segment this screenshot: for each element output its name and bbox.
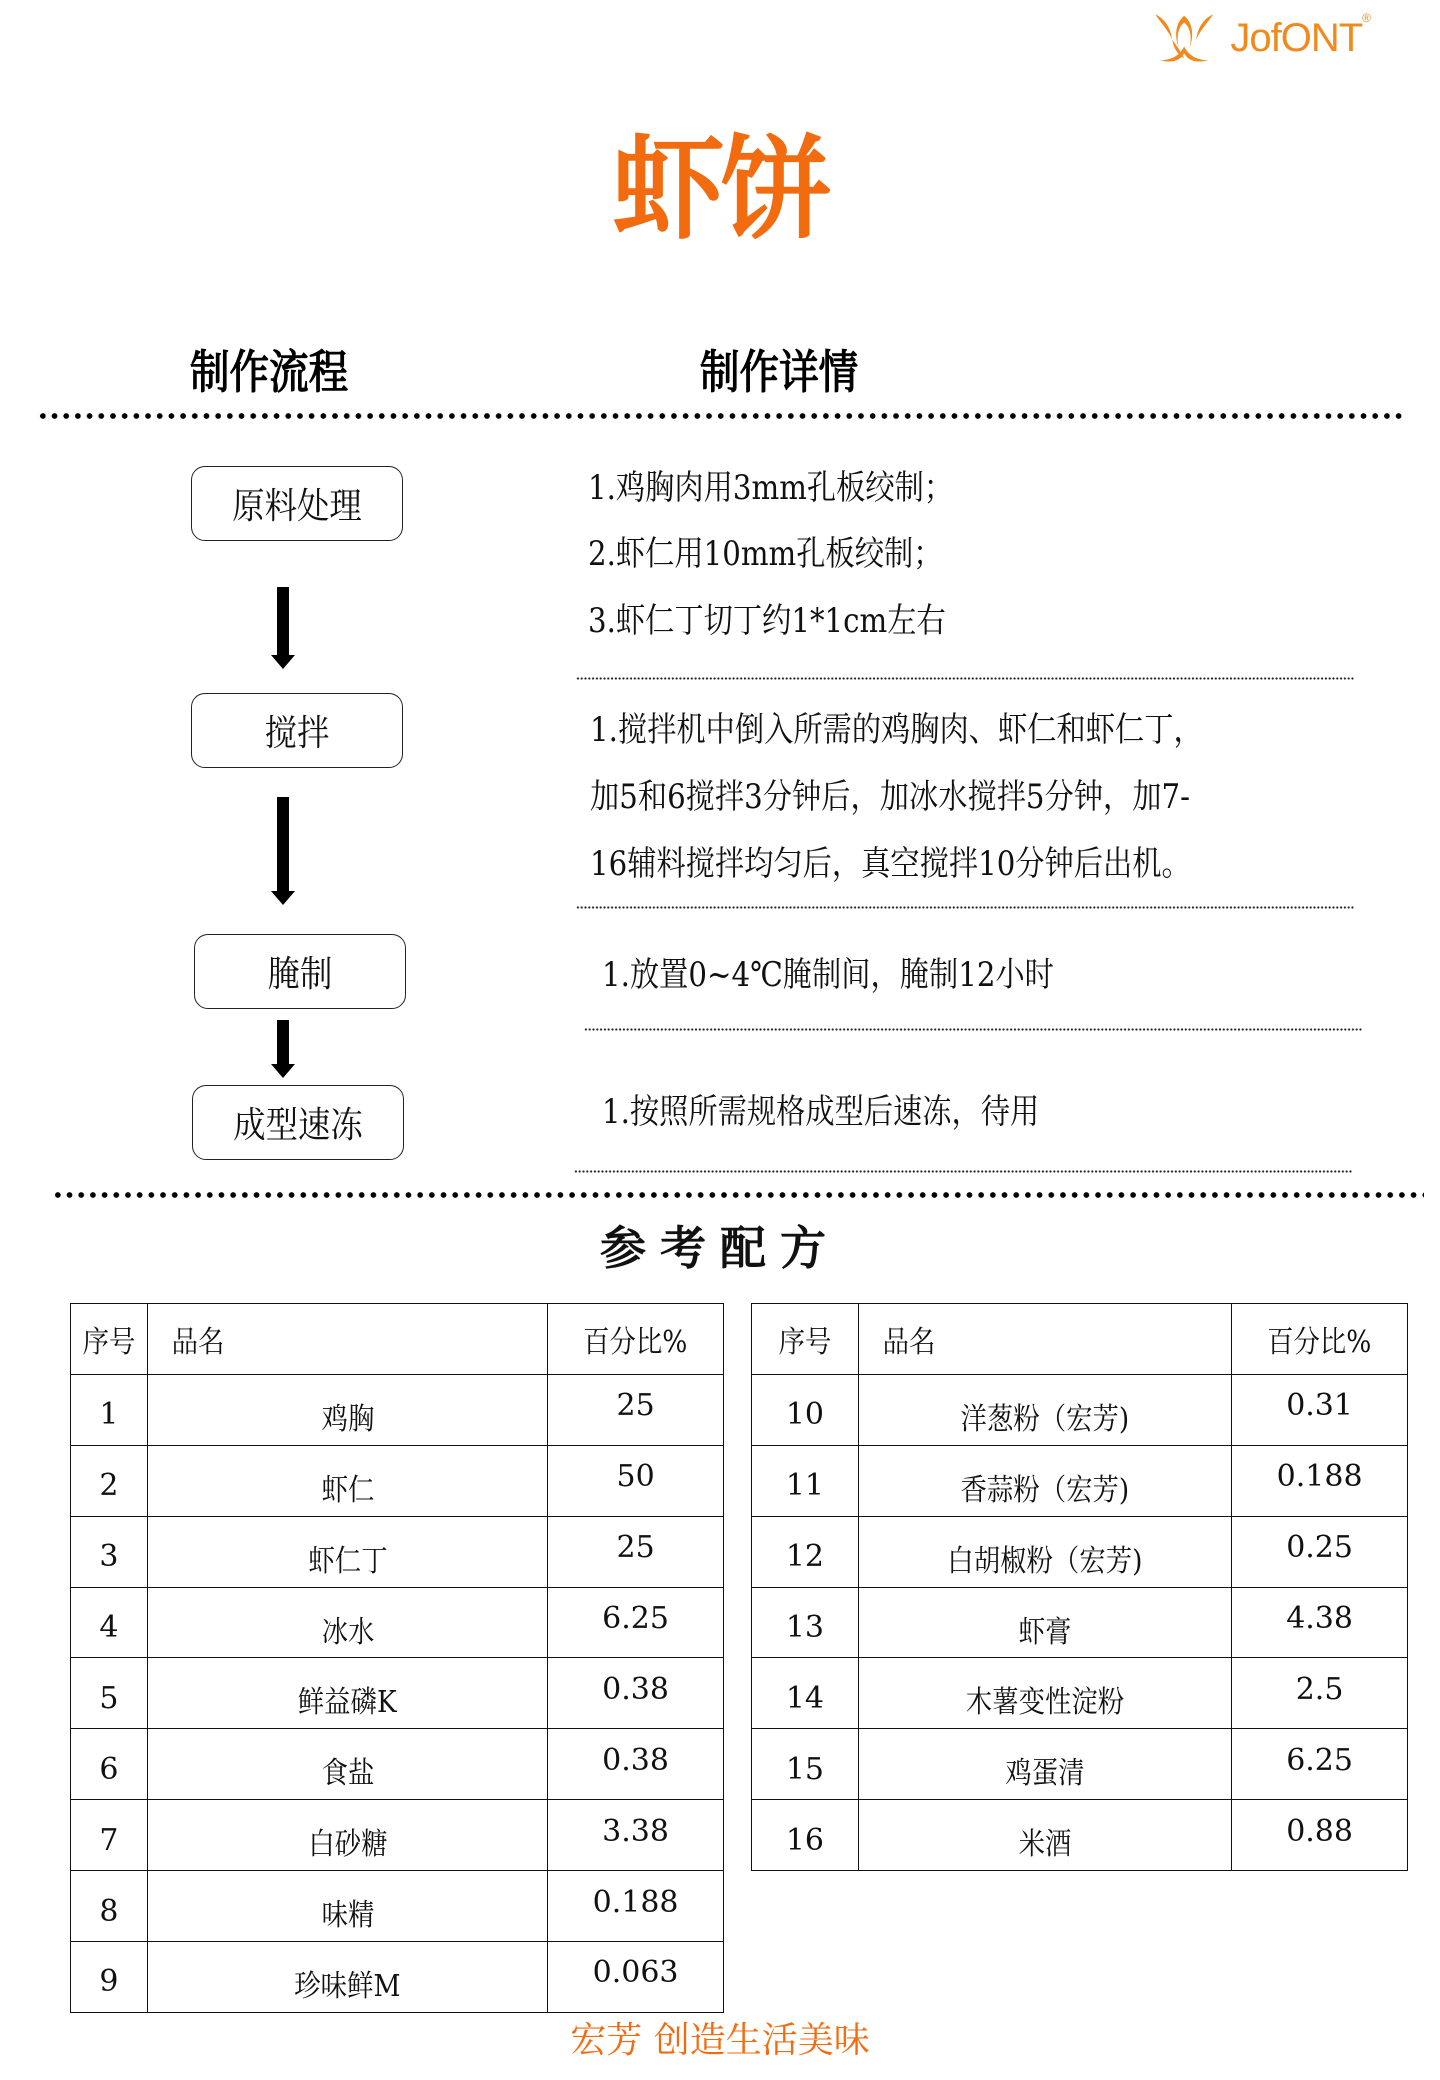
table-row: 16 米酒 0.88 bbox=[752, 1800, 1408, 1871]
table-row: 6 食盐 0.38 bbox=[71, 1729, 724, 1800]
section-divider bbox=[52, 1191, 1424, 1199]
ingredient-name: 鸡胸 bbox=[147, 1374, 547, 1445]
step1-detail-1: 1.鸡胸肉用3mm孔板绞制； bbox=[588, 468, 954, 508]
table-row: 1 鸡胸 25 bbox=[71, 1374, 724, 1445]
col-header-name: 品名 bbox=[147, 1304, 547, 1375]
ingredient-pct: 4.38 bbox=[1232, 1587, 1408, 1658]
ingredient-name: 鲜益磷K bbox=[147, 1658, 547, 1729]
page-title: 虾饼 bbox=[612, 124, 828, 255]
ingredient-pct: 6.25 bbox=[1232, 1729, 1408, 1800]
ingredient-pct: 0.38 bbox=[548, 1729, 724, 1800]
ingredient-name: 鸡蛋清 bbox=[858, 1729, 1231, 1800]
step-box-marinating: 腌制 bbox=[194, 934, 406, 1009]
tulip-logo-icon bbox=[1150, 6, 1218, 70]
ingredient-name: 虾膏 bbox=[858, 1587, 1231, 1658]
step3-detail-1: 1.放置0~4℃腌制间，腌制12小时 bbox=[602, 955, 1054, 995]
brand-name: JofONT® bbox=[1230, 11, 1370, 60]
step-box-forming-freezing: 成型速冻 bbox=[192, 1085, 404, 1160]
ingredient-name: 香蒜粉（宏芳) bbox=[858, 1445, 1231, 1516]
ingredient-pct: 25 bbox=[548, 1374, 724, 1445]
ingredient-pct: 0.063 bbox=[548, 1942, 724, 2013]
ingredient-name: 米酒 bbox=[858, 1800, 1231, 1871]
step2-detail-1: 1.搅拌机中倒入所需的鸡胸肉、虾仁和虾仁丁， bbox=[590, 710, 1203, 750]
table-row: 11 香蒜粉（宏芳) 0.188 bbox=[752, 1445, 1408, 1516]
ingredient-name: 味精 bbox=[147, 1871, 547, 1942]
ingredient-name: 食盐 bbox=[147, 1729, 547, 1800]
formula-table-right bbox=[751, 1303, 1408, 1871]
process-heading: 制作流程 bbox=[190, 345, 349, 399]
formula-title: 参考配方 bbox=[600, 1221, 840, 1275]
detail-divider bbox=[576, 906, 1354, 909]
table-row: 4 冰水 6.25 bbox=[71, 1587, 724, 1658]
table-row: 2 虾仁 50 bbox=[71, 1445, 724, 1516]
ingredient-name: 冰水 bbox=[147, 1587, 547, 1658]
ingredient-pct: 0.31 bbox=[1232, 1374, 1408, 1445]
detail-divider bbox=[584, 1028, 1362, 1031]
ingredient-pct: 2.5 bbox=[1232, 1658, 1408, 1729]
arrow-down-icon bbox=[271, 587, 295, 669]
step4-detail-1: 1.按照所需规格成型后速冻，待用 bbox=[602, 1092, 1040, 1132]
footer-slogan: 宏芳 创造生活美味 bbox=[570, 2020, 870, 2061]
table-row: 8 味精 0.188 bbox=[71, 1871, 724, 1942]
ingredient-pct: 0.38 bbox=[548, 1658, 724, 1729]
col-header-pct: 百分比% bbox=[548, 1304, 724, 1375]
ingredient-pct: 0.188 bbox=[1232, 1445, 1408, 1516]
step2-detail-2: 加5和6搅拌3分钟后，加冰水搅拌5分钟，加7- bbox=[590, 777, 1190, 817]
table-row: 14 木薯变性淀粉 2.5 bbox=[752, 1658, 1408, 1729]
step1-detail-3: 3.虾仁丁切丁约1*1cm左右 bbox=[588, 601, 946, 641]
step1-detail-2: 2.虾仁用10mm孔板绞制； bbox=[588, 534, 943, 574]
table-row: 12 白胡椒粉（宏芳) 0.25 bbox=[752, 1516, 1408, 1587]
detail-divider bbox=[574, 1170, 1352, 1173]
ingredient-pct: 6.25 bbox=[548, 1587, 724, 1658]
step-box-raw-material: 原料处理 bbox=[191, 466, 403, 541]
ingredient-name: 木薯变性淀粉 bbox=[858, 1658, 1231, 1729]
col-header-no: 序号 bbox=[752, 1304, 859, 1375]
table-row: 5 鲜益磷K 0.38 bbox=[71, 1658, 724, 1729]
col-header-pct: 百分比% bbox=[1232, 1304, 1408, 1375]
detail-divider bbox=[576, 677, 1354, 680]
step-box-mixing: 搅拌 bbox=[191, 693, 403, 768]
ingredient-name: 珍味鲜M bbox=[147, 1942, 547, 2013]
formula-table-left bbox=[70, 1303, 724, 2013]
col-header-name: 品名 bbox=[858, 1304, 1231, 1375]
step2-detail-3: 16辅料搅拌均匀后，真空搅拌10分钟后出机。 bbox=[590, 844, 1191, 884]
table-row: 3 虾仁丁 25 bbox=[71, 1516, 724, 1587]
details-heading: 制作详情 bbox=[700, 345, 859, 399]
ingredient-name: 虾仁 bbox=[147, 1445, 547, 1516]
ingredient-pct: 50 bbox=[548, 1445, 724, 1516]
table-header-row bbox=[71, 1304, 724, 1375]
table-row: 13 虾膏 4.38 bbox=[752, 1587, 1408, 1658]
arrow-down-icon bbox=[271, 797, 295, 905]
section-divider bbox=[37, 412, 1405, 420]
col-header-no: 序号 bbox=[71, 1304, 148, 1375]
ingredient-pct: 0.188 bbox=[548, 1871, 724, 1942]
ingredient-pct: 25 bbox=[548, 1516, 724, 1587]
ingredient-pct: 3.38 bbox=[548, 1800, 724, 1871]
ingredient-name: 洋葱粉（宏芳) bbox=[858, 1374, 1231, 1445]
brand-logo bbox=[1150, 6, 1370, 70]
ingredient-name: 虾仁丁 bbox=[147, 1516, 547, 1587]
ingredient-pct: 0.88 bbox=[1232, 1800, 1408, 1871]
table-header-row bbox=[752, 1304, 1408, 1375]
table-row: 7 白砂糖 3.38 bbox=[71, 1800, 724, 1871]
ingredient-pct: 0.25 bbox=[1232, 1516, 1408, 1587]
table-row: 10 洋葱粉（宏芳) 0.31 bbox=[752, 1374, 1408, 1445]
table-row: 15 鸡蛋清 6.25 bbox=[752, 1729, 1408, 1800]
ingredient-name: 白砂糖 bbox=[147, 1800, 547, 1871]
table-row: 9 珍味鲜M 0.063 bbox=[71, 1942, 724, 2013]
ingredient-name: 白胡椒粉（宏芳) bbox=[858, 1516, 1231, 1587]
arrow-down-icon bbox=[271, 1020, 295, 1078]
